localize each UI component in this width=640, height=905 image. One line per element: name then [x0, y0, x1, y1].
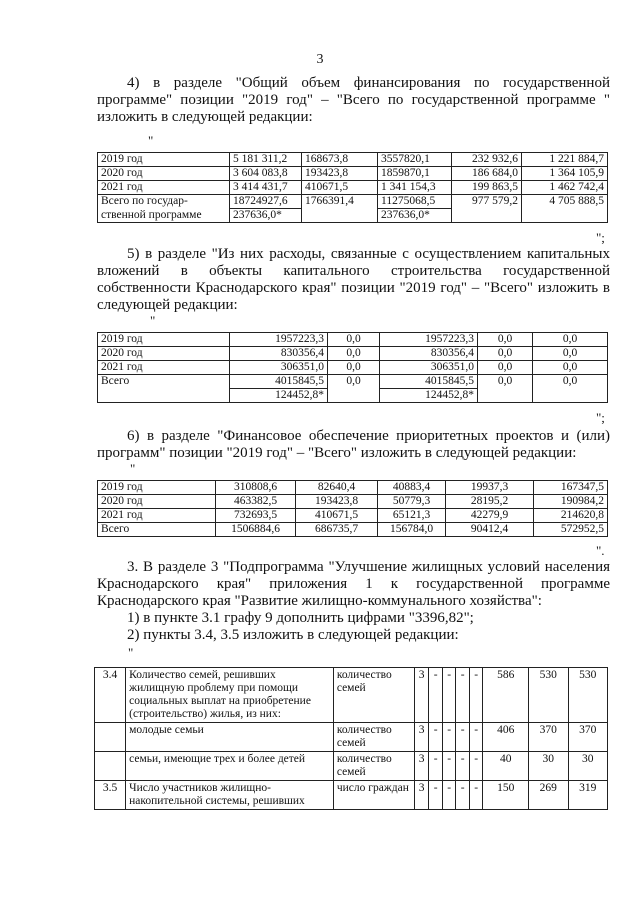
cell: 463382,5 — [216, 495, 296, 509]
cell: 19937,3 — [446, 481, 534, 495]
cell: 168673,8 — [302, 153, 378, 167]
cell: 193423,8 — [296, 495, 378, 509]
cell: 3557820,1 — [378, 153, 452, 167]
row-number: 3.4 — [95, 668, 126, 723]
cell: 1 341 154,3 — [378, 181, 452, 195]
cell: 830356,4 — [380, 347, 478, 361]
row-unit: количество семей — [333, 668, 414, 723]
cell: 11275068,5 — [378, 195, 452, 209]
cell: 370 — [568, 723, 608, 752]
table-row-total — [98, 375, 608, 389]
cell: 410671,5 — [296, 509, 378, 523]
cell: - — [469, 752, 483, 781]
row-label: 2021 год — [98, 509, 216, 523]
cell: 90412,4 — [446, 523, 534, 537]
cell: 18724927,6 — [230, 195, 302, 209]
row-unit: количество семей — [333, 752, 414, 781]
table-row — [98, 167, 608, 181]
cell: 5 181 311,2 — [230, 153, 302, 167]
priority-projects-table — [97, 480, 608, 537]
cell: 237636,0* — [230, 209, 302, 223]
cell: 410671,5 — [302, 181, 378, 195]
row-label: 2019 год — [98, 153, 230, 167]
indicators-table — [94, 667, 608, 810]
cell: - — [429, 668, 443, 723]
cell: - — [442, 781, 456, 810]
cell: 0,0 — [328, 375, 380, 403]
section-3-item-1: 1) в пункте 3.1 графу 9 дополнить цифрами "3396,82"; — [127, 610, 474, 626]
cell: 3 — [414, 668, 429, 723]
open-quote-3: " — [128, 645, 134, 660]
row-label: Всего — [98, 375, 230, 403]
capital-investment-table — [97, 332, 608, 403]
table-row — [98, 181, 608, 195]
cell: 1957223,3 — [380, 333, 478, 347]
financing-table-total — [97, 152, 608, 223]
open-quote-6: " — [130, 461, 136, 476]
row-label: 2019 год — [98, 333, 230, 347]
cell: - — [429, 723, 443, 752]
cell: - — [442, 668, 456, 723]
cell: 0,0 — [533, 347, 608, 361]
cell: 0,0 — [533, 361, 608, 375]
row-label: Всего по государ- — [98, 195, 230, 209]
cell: 190984,2 — [534, 495, 608, 509]
section-4-paragraph: 4) в разделе "Общий объем финансирования по государственной программе" позиции "2019 год" – "Всего по государственной программе " изложить в следующей редакции: — [97, 75, 610, 125]
section-3-paragraph: 3. В разделе 3 "Подпрограмма "Улучшение жилищных условий населения Краснодарского края" приложения 1 к государственной программе Краснодарского края "Развитие жилищно-коммунального хозяйства": — [97, 559, 610, 609]
cell: 3 — [414, 723, 429, 752]
cell: - — [456, 781, 470, 810]
cell: - — [469, 723, 483, 752]
row-label: 2019 год — [98, 481, 216, 495]
cell: 1766391,4 — [302, 195, 378, 223]
row-unit: число граждан — [333, 781, 414, 810]
table-row — [98, 347, 608, 361]
close-mark-4: "; — [596, 230, 605, 245]
cell: - — [429, 781, 443, 810]
section-6-paragraph: 6) в разделе "Финансовое обеспечение приоритетных проектов и (или) программ" позиции "2019 год" – "Всего" изложить в следующей редакции: — [97, 428, 610, 461]
cell: 310808,6 — [216, 481, 296, 495]
cell: 0,0 — [533, 333, 608, 347]
row-label: 2020 год — [98, 167, 230, 181]
cell: - — [429, 752, 443, 781]
open-quote-5: " — [150, 313, 156, 328]
row-label: 2021 год — [98, 181, 230, 195]
cell: 1957223,3 — [230, 333, 328, 347]
section-6-text — [97, 428, 610, 462]
cell: 370 — [529, 723, 568, 752]
row-label: 2021 год — [98, 361, 230, 375]
cell: 4015845,5 — [230, 375, 328, 389]
cell: 0,0 — [478, 333, 533, 347]
cell: 150 — [483, 781, 529, 810]
section-3-item-2: 2) пункты 3.4, 3.5 изложить в следующей редакции: — [127, 627, 459, 643]
row-number — [95, 723, 126, 752]
row-unit: количество семей — [333, 723, 414, 752]
table-row — [95, 781, 608, 810]
cell: 232 932,6 — [452, 153, 522, 167]
cell: - — [442, 752, 456, 781]
cell: 3 — [414, 781, 429, 810]
cell: 0,0 — [328, 333, 380, 347]
table-row — [98, 523, 608, 537]
row-description: Число участников жилищно-накопительной системы, решивших — [126, 781, 334, 810]
cell: 1 221 884,7 — [522, 153, 608, 167]
close-mark-6: ". — [596, 543, 605, 558]
cell: 830356,4 — [230, 347, 328, 361]
cell: - — [469, 668, 483, 723]
cell: 319 — [568, 781, 608, 810]
cell: 193423,8 — [302, 167, 378, 181]
row-number — [95, 752, 126, 781]
cell: 4 705 888,5 — [522, 195, 608, 223]
cell: - — [456, 752, 470, 781]
cell: 237636,0* — [378, 209, 452, 223]
table-row — [98, 509, 608, 523]
row-label: Всего — [98, 523, 216, 537]
cell: 0,0 — [328, 361, 380, 375]
cell: 3 414 431,7 — [230, 181, 302, 195]
cell: 1506884,6 — [216, 523, 296, 537]
cell: 306351,0 — [380, 361, 478, 375]
section-5-paragraph: 5) в разделе "Из них расходы, связанные с осуществлением капитальных вложений в объекты капитального строительства государственной собственности Краснодарского края" позиции "2019 год" – "Всего" изложить в следующей редакции: — [97, 246, 610, 313]
cell: 269 — [529, 781, 568, 810]
row-label: 2020 год — [98, 347, 230, 361]
cell: - — [469, 781, 483, 810]
section-4-text — [97, 75, 610, 126]
row-label: ственной программе — [98, 209, 230, 223]
row-number: 3.5 — [95, 781, 126, 810]
table-row — [98, 495, 608, 509]
cell: 586 — [483, 668, 529, 723]
cell: 977 579,2 — [452, 195, 522, 223]
cell: 40883,4 — [378, 481, 446, 495]
cell: 0,0 — [533, 375, 608, 403]
cell: 306351,0 — [230, 361, 328, 375]
cell: 3 — [414, 752, 429, 781]
cell: 0,0 — [328, 347, 380, 361]
table-row — [95, 668, 608, 723]
cell: 1 462 742,4 — [522, 181, 608, 195]
page-number: 3 — [316, 52, 324, 67]
section-5-text — [97, 246, 610, 314]
table-row — [98, 361, 608, 375]
table-row — [98, 481, 608, 495]
cell: 530 — [568, 668, 608, 723]
cell: 30 — [568, 752, 608, 781]
cell: 686735,7 — [296, 523, 378, 537]
cell: 124452,8* — [230, 389, 328, 403]
cell: 530 — [529, 668, 568, 723]
cell: 82640,4 — [296, 481, 378, 495]
open-quote-4: " — [148, 133, 154, 148]
cell: 1859870,1 — [378, 167, 452, 181]
table-row — [98, 333, 608, 347]
cell: 30 — [529, 752, 568, 781]
cell: 167347,5 — [534, 481, 608, 495]
close-mark-5: "; — [596, 410, 605, 425]
cell: 214620,8 — [534, 509, 608, 523]
cell: 0,0 — [478, 347, 533, 361]
cell: 1 364 105,9 — [522, 167, 608, 181]
cell: 4015845,5 — [380, 375, 478, 389]
cell: - — [456, 723, 470, 752]
cell: 65121,3 — [378, 509, 446, 523]
cell: 572952,5 — [534, 523, 608, 537]
row-description: молодые семьи — [126, 723, 334, 752]
cell: 186 684,0 — [452, 167, 522, 181]
cell: 0,0 — [478, 361, 533, 375]
cell: 3 604 083,8 — [230, 167, 302, 181]
cell: - — [442, 723, 456, 752]
cell: 28195,2 — [446, 495, 534, 509]
cell: 199 863,5 — [452, 181, 522, 195]
row-description: семьи, имеющие трех и более детей — [126, 752, 334, 781]
cell: 156784,0 — [378, 523, 446, 537]
table-row-total — [98, 195, 608, 209]
section-3-text — [97, 559, 610, 644]
cell: 406 — [483, 723, 529, 752]
table-row — [95, 752, 608, 781]
row-description: Количество семей, решивших жилищную проблему при помощи социальных выплат на приобретение (строительство) жилья, из них: — [126, 668, 334, 723]
row-label: 2020 год — [98, 495, 216, 509]
cell: 42279,9 — [446, 509, 534, 523]
cell: 40 — [483, 752, 529, 781]
cell: 124452,8* — [380, 389, 478, 403]
table-row — [95, 723, 608, 752]
cell: 0,0 — [478, 375, 533, 403]
cell: - — [456, 668, 470, 723]
cell: 50779,3 — [378, 495, 446, 509]
table-row — [98, 153, 608, 167]
cell: 732693,5 — [216, 509, 296, 523]
